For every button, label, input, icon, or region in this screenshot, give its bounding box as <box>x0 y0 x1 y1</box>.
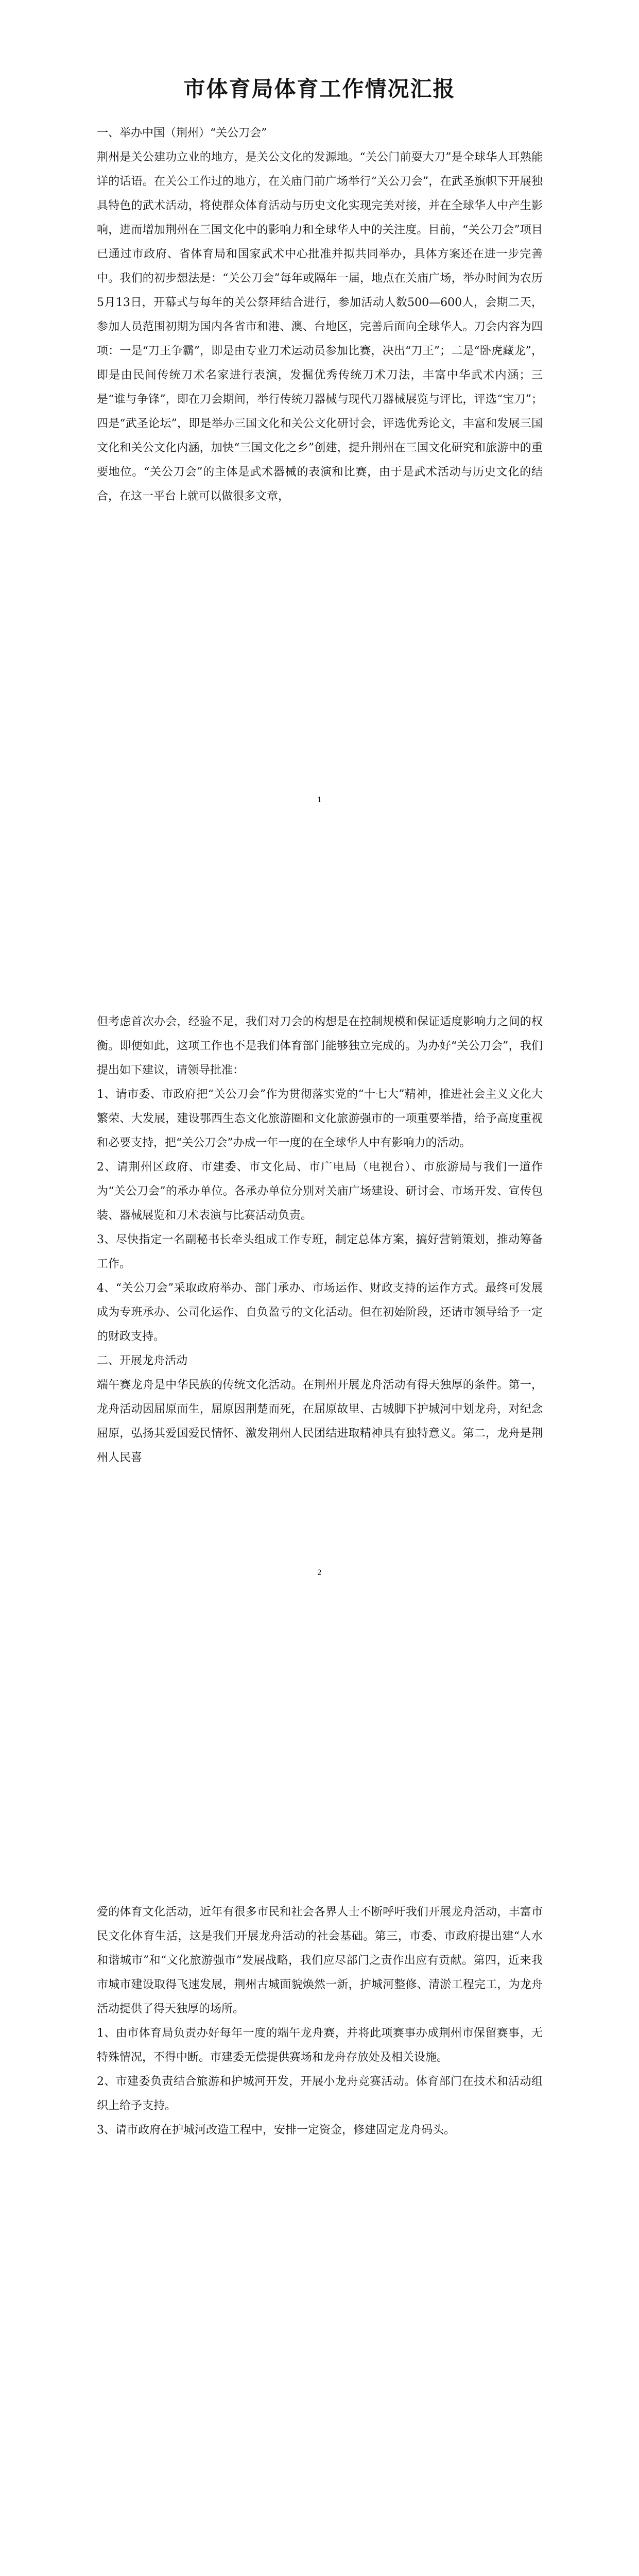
page-number: 1 <box>317 796 322 804</box>
page-3-body <box>97 1900 543 2142</box>
list-item: 1、由市体育局负责办好每年一度的端午龙舟赛，并将此项赛事办成荆州市保留赛事，无特殊情况，不得中断。市建委无偿提供赛场和龙舟存放处及相关设施。 <box>97 2027 543 2064</box>
section-heading-2: 二、开展龙舟活动 <box>97 1354 188 1367</box>
page-2-body <box>97 1010 543 1470</box>
list-item: 2、市建委负责结合旅游和护城河开发，开展小龙舟竞赛活动。体育部门在技术和活动组织上给予支持。 <box>97 2075 543 2112</box>
document-title: 市体育局体育工作情况汇报 <box>183 76 456 101</box>
list-item: 4、“关公刀会”采取政府举办、部门承办、市场运作、财政支持的运作方式。最终可发展成为专班承办、公司化运作、自负盈亏的文化活动。但在初始阶段，还请市领导给予一定的财政支持。 <box>97 1282 543 1343</box>
paragraph: 端午赛龙舟是中华民族的传统文化活动。在荆州开展龙舟活动有得天独厚的条件。第一，龙舟活动因屈原而生，屈原因荆楚而死，在屈原故里、古城脚下护城河中划龙舟，对纪念屈原，弘扬其爱国爱民情怀、激发荆州人民团结进取精神具有独特意义。第二，龙舟是荆州人民喜 <box>97 1379 543 1464</box>
list-item: 1、请市委、市政府把“关公刀会”作为贯彻落实党的“十七大”精神，推进社会主义文化大繁荣、大发展，建设鄂西生态文化旅游圈和文化旅游强市的一项重要举措，给予高度重视和必要支持，把“关公刀会”办成一年一度的在全球华人中有影响力的活动。 <box>97 1088 543 1149</box>
page-number: 2 <box>317 1569 322 1577</box>
paragraph: 但考虑首次办会，经验不足，我们对刀会的构想是在控制规模和保证适度影响力之间的权衡。即便如此，这项工作也不是我们体育部门能够独立完成的。为办好“关公刀会”，我们提出如下建议，请领导批准： <box>97 1015 543 1077</box>
page-1 <box>0 0 639 904</box>
list-item: 3、尽快指定一名副秘书长牵头组成工作专班，制定总体方案，搞好营销策划，推动筹备工作。 <box>97 1233 543 1270</box>
section-heading-1: 一、举办中国（荆州）“关公刀会” <box>97 127 267 140</box>
page-3 <box>0 1807 639 2576</box>
list-item: 2、请荆州区政府、市建委、市文化局、市广电局（电视台）、市旅游局与我们一道作为“关公刀会”的承办单位。各承办单位分别对关庙广场建设、研讨会、市场开发、宣传包装、器械展览和刀术表演与比赛活动负责。 <box>97 1161 543 1222</box>
paragraph: 爱的体育文化活动，近年有很多市民和社会各界人士不断呼吁我们开展龙舟活动，丰富市民文化体育生活，这是我们开展龙舟活动的社会基础。第三，市委、市政府提出建“人水和谐城市”和“文化旅游强市”发展战略，我们应尽部门之责作出应有贡献。第四，近来我市城市建设取得飞速发展，荆州古城面貌焕然一新，护城河整修、清淤工程完工，为龙舟活动提供了得天独厚的场所。 <box>97 1906 543 2015</box>
page-1-body <box>97 121 543 509</box>
list-item: 3、请市政府在护城河改造工程中，安排一定资金，修建固定龙舟码头。 <box>97 2124 455 2137</box>
page-2 <box>0 904 639 1807</box>
paragraph: 荆州是关公建功立业的地方，是关公文化的发源地。“关公门前耍大刀”是全球华人耳熟能详的话语。在关公工作过的地方，在关庙门前广场举行“关公刀会”，在武圣旗帜下开展独具特色的武术活动，将使群众体育活动与历史文化实现完美对接，并在全球华人中产生影响，进而增加荆州在三国文化中的影响力和全球华人中的关注度。目前，“关公刀会”项目已通过市政府、省体育局和国家武术中心批准并拟共同举办，具体方案还在进一步完善中。我们的初步想法是：“关公刀会”每年或隔年一届，地点在关庙广场，举办时间为农历5月13日，开幕式与每年的关公祭拜结合进行，参加活动人数500—600人，会期二天，参加人员范围初期为国内各省市和港、澳、台地区，完善后面向全球华人。刀会内容为四项：一是“刀王争霸”，即是由专业刀术运动员参加比赛，决出“刀王”；二是“卧虎藏龙”，即是由民间传统刀术名家进行表演，发掘优秀传统刀术刀法，丰富中华武术内涵；三是“谁与争锋”，即在刀会期间，举行传统刀器械与现代刀器械展览与评比，评选“宝刀”；四是“武圣论坛”，即是举办三国文化和关公文化研讨会，评选优秀论文，丰富和发展三国文化和关公文化内涵，加快“三国文化之乡”创建，提升荆州在三国文化研究和旅游中的重要地位。“关公刀会”的主体是武术器械的表演和比赛，由于是武术活动与历史文化的结合，在这一平台上就可以做很多文章， <box>97 151 543 503</box>
